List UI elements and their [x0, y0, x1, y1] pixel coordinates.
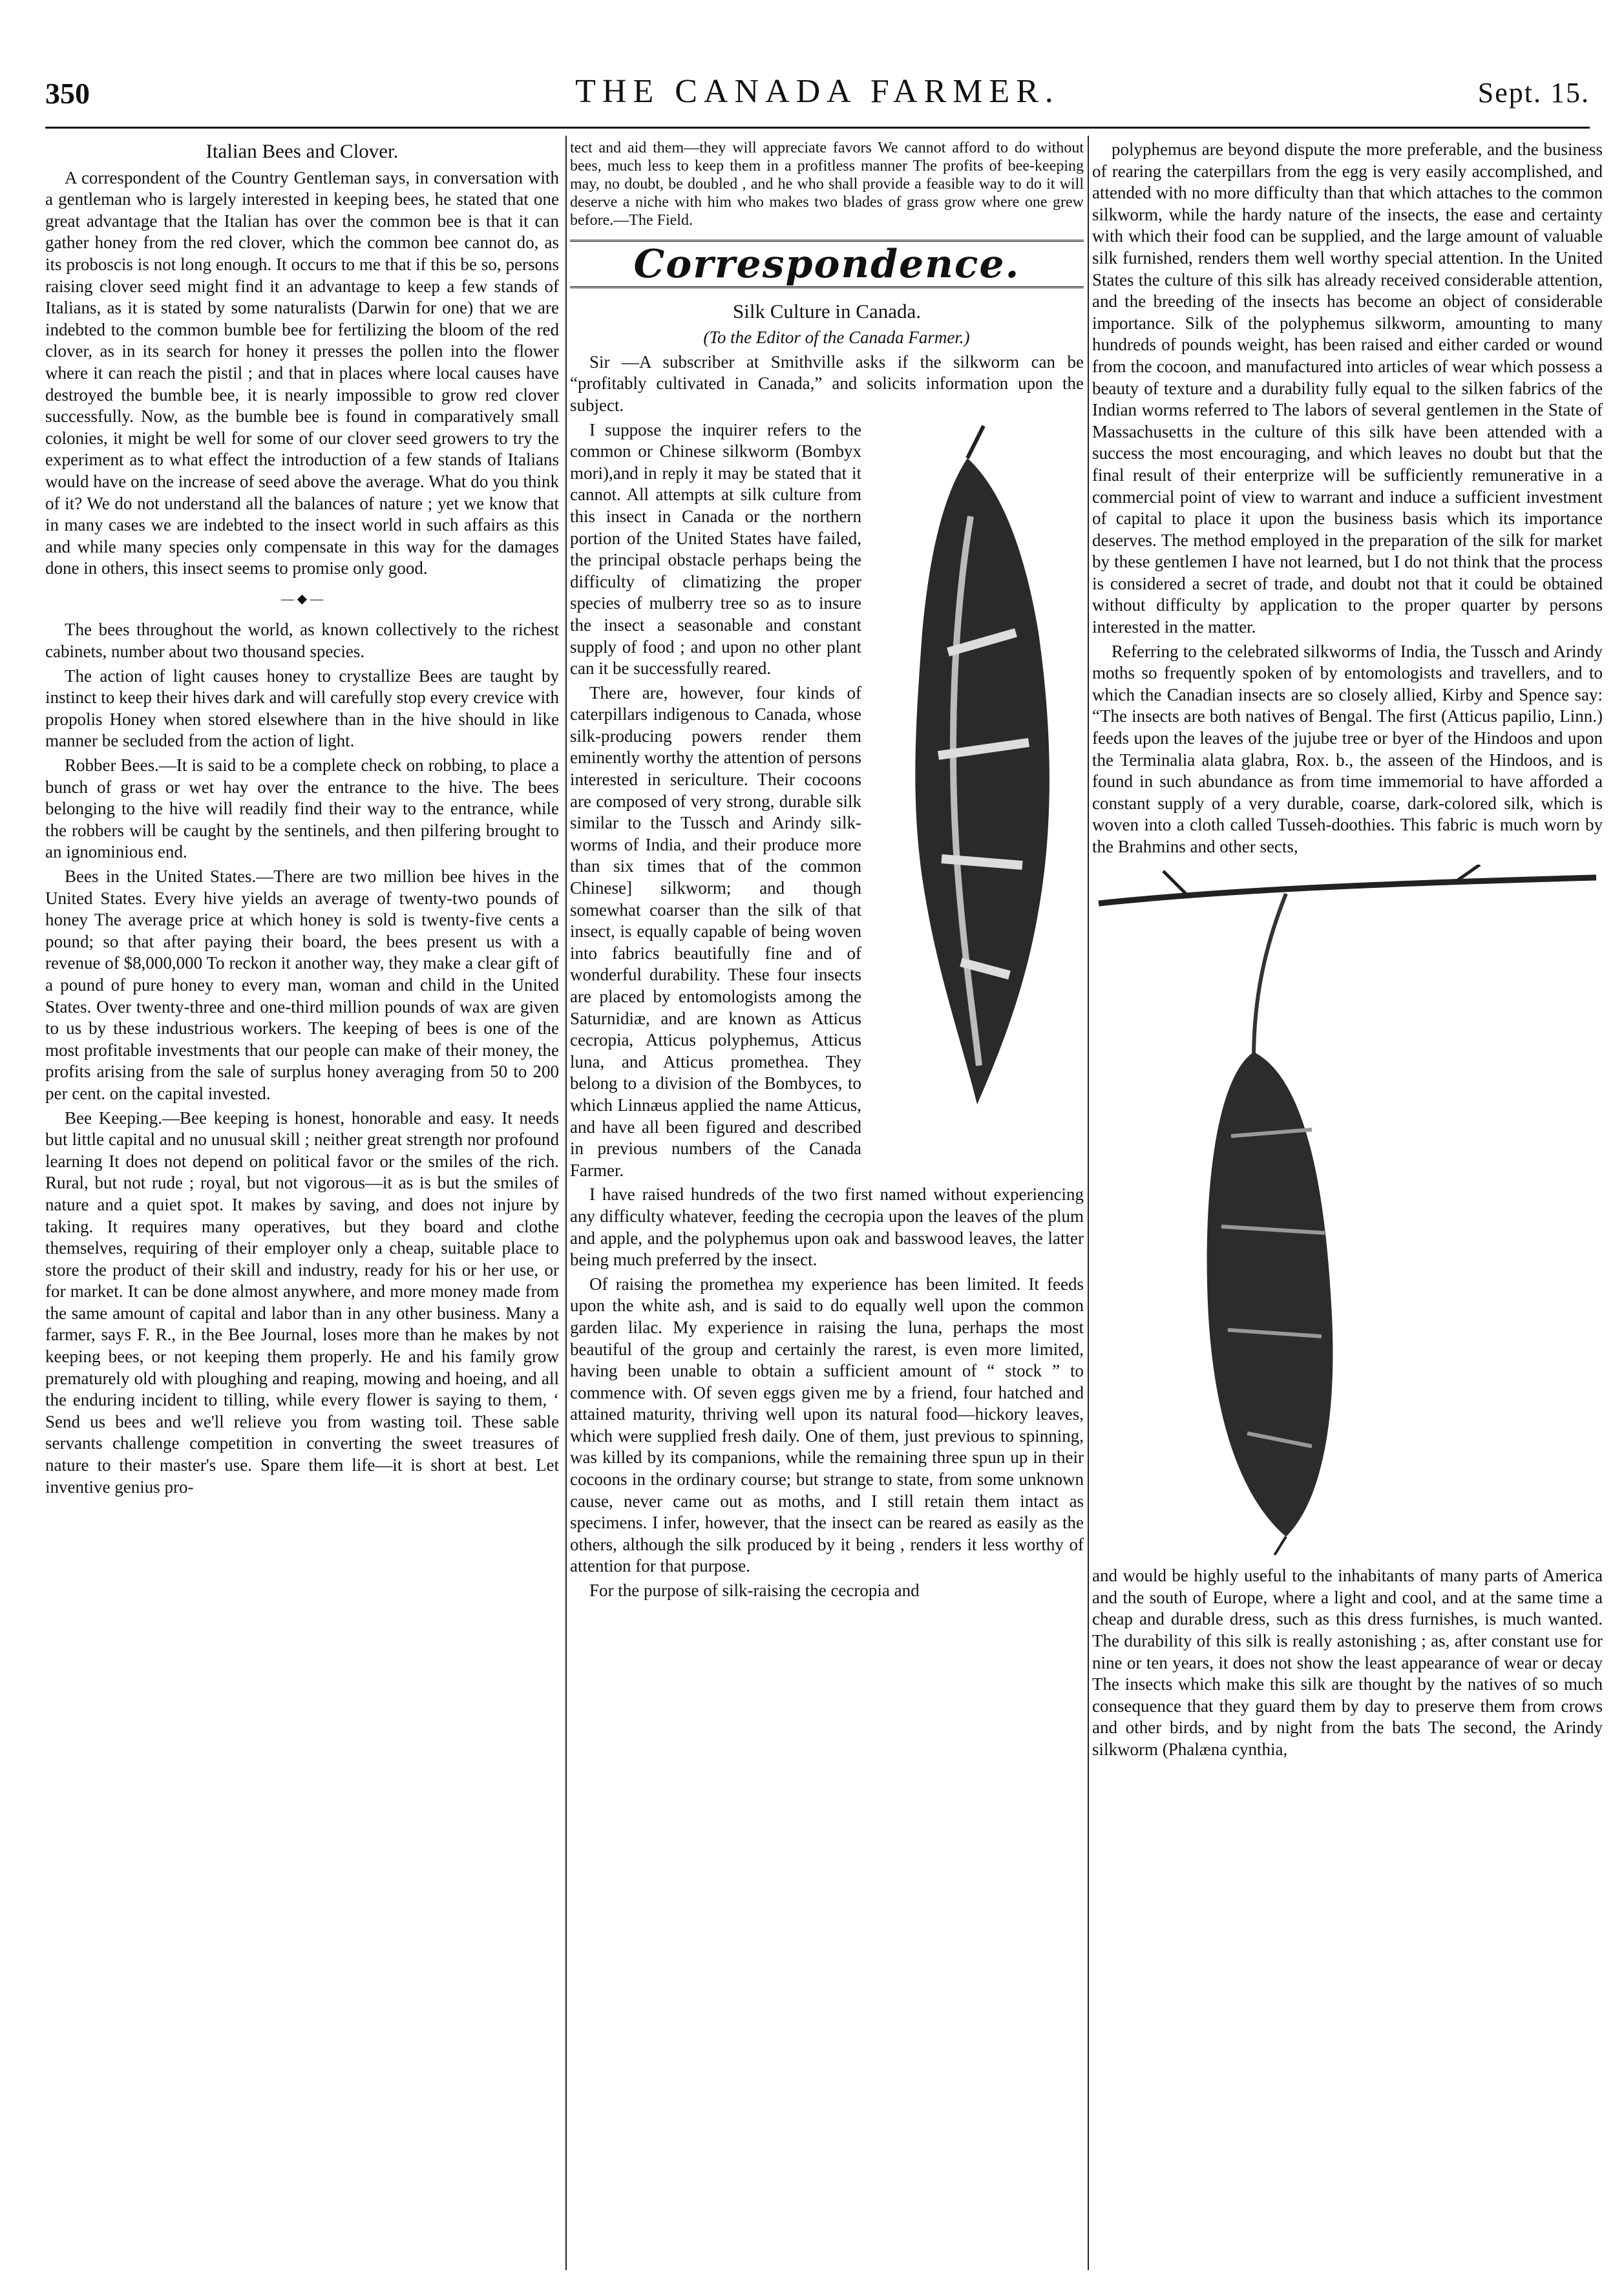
paragraph: Of raising the promethea my experience has been limited. It feeds upon the white ash, and is said to do equally well upon the common garden lilac. My experience in raising the luna, perhaps the most beautiful of the group and certainly the rarest, is even more limited, having been unable to obtain a sufficient amount of “ stock ” to commence with. Of seven eggs given me by a friend, four hatched and attained maturity, thriving well upon its natural food—hickory leaves, which were supplied fresh daily. One of them, just previous to spinning, was killed by its companions, while the remaining three spun up in their cocoons in the ordinary course; but strange to state, from some unknown cause, never came out as moths, and I still retain them intact as specimens. I infer, however, that the insect can be reared as easily as the others, although the silk produced by it being , renders it less worthy of attention for that purpose.: [570, 1274, 1084, 1576]
column-divider: [565, 136, 567, 2270]
column-2: [570, 139, 1084, 2270]
section-separator: — ◆ —: [280, 591, 324, 606]
paragraph: The bees throughout the world, as known collectively to the richest cabinets, number about two thousand species.: [45, 620, 559, 662]
column-1: [45, 139, 559, 2270]
paragraph: polyphemus are beyond dispute the more preferable, and the business of rearing the caterpillars from the egg is very easily accomplished, and attended with no more difficulty than that which attaches to the common silkworm, while the hardy nature of the insects, the ease and certainty with which their food can be supplied, and the large amount of valuable silk furnished, renders them well worthy special attention. In the United States the culture of this silk has already received considerable attention, and the breeding of the insects has become an object of considerable importance. Silk of the polyphemus silkworm, amounting to many hundreds of pounds weight, has been raised and either carded or wound from the cocoon, and manufactured into articles of wear which possess a beauty of texture and a durability fully equal to the silken fabrics of the Indian worms referred to The labors of several gentlemen in the State of Massachusetts in the culture of this silk have been attended with a success the most encouraging, and which leaves no doubt but that the final result of their enterprize will be sufficiently remunerative in a commercial point of view to warrant and induce a sufficient investment of capital to place it upon the business basis which its importance deserves. The method employed in the preparation of the silk for market by these gentlemen I have not learned, but I do not think that the process is considered a secret of trade, and doubt not that it could be obtained without difficulty by application to the proper quarter by persons interested in the matter.: [1092, 140, 1603, 637]
paragraph: Robber Bees.—It is said to be a complete check on robbing, to place a bunch of grass or wet hay over the entrance to the hive. The bees belonging to the hive will readily find their way to the entrance, while the robbers will be caught by the sentinels, and then pilfering brought to an ignominious end.: [45, 755, 559, 862]
article-title-bees-clover: Italian Bees and Clover.: [206, 140, 399, 162]
page-header: [45, 70, 1590, 121]
column-divider: [1088, 136, 1089, 2270]
paragraph: I have raised hundreds of the two first named without experiencing any difficulty whatever, feeding the cecropia upon the leaves of the plum and apple, and the polyphemus upon oak and basswood leaves, the latter being much preferred by the insect.: [570, 1185, 1084, 1270]
masthead-title: THE CANADA FARMER.: [575, 73, 1060, 110]
paragraph: Referring to the celebrated silkworms of India, the Tussch and Arindy moths so frequently spoken of by entomologists and travellers, and to which the Canadian insects are so closely allied, Kirby and Spence say: “The insects are both natives of Bengal. The first (Atticus papilio, Linn.) feeds upon the leaves of the jujube tree or byer of the Hindoos and upon the Terminalia alata glabra, Rox. b., the asseen of the Hindoos, and is found in such abundance as from time immemorial to have afforded a constant supply of a very durable, coarse, dark-colored silk, which is woven into a cloth called Tusseh-doothies. This fabric is much worn by the Brahmins and other sects,: [1092, 641, 1603, 856]
paragraph: Bees in the United States.—There are two million bee hives in the United States. Every hive yields an average of twenty-two pounds of honey The average price at which honey is sold is twenty-five cents a pound; so that after paying their board, the bees present us with a revenue of $8,000,000 To reckon it another way, they make a clear gift of a pound of pure honey to every man, woman and child in the United States. Over twenty-three and one-third million pounds of wax are given to us by these industrious workers. The keeping of bees is one of the most profitable investments that our people can make of their money, the profits arising from the sale of surplus honey averaging from 50 to 200 per cent. on the capital invested.: [45, 867, 559, 1103]
header-rule: [45, 127, 1590, 129]
paragraph: For the purpose of silk-raising the cecropia and: [589, 1581, 920, 1601]
paragraph: There are, however, four kinds of caterpillars indigenous to Canada, whose silk-producing powers render them eminently worthy the attention of persons interested in sericulture. Their cocoons are composed of very strong, durable silk similar to the Tussch and Arindy silk-worms of India, and their produce more than six times that of the common Chinese] silkworm; and though somewhat coarser than the silk of that insect, is equally capable of being woven into fabrics beautifully fine and of wonderful durability. These four insects are placed by entomologists among the Saturnidiæ, and are known as Atticus cecropia, Atticus polyphemus, Atticus luna, and Atticus promethea. They belong to a division of the Bombyces, to which Linnæus applied the name Atticus, and have all been figured and described in previous numbers of the Canada Farmer.: [570, 682, 861, 1180]
column-3: [1092, 139, 1603, 2270]
section-title-correspondence: Correspondence.: [633, 242, 1020, 287]
paragraph: Sir —A subscriber at Smithville asks if the silkworm can be “profitably cultivated in Canada,” and solicits information upon the subject.: [570, 352, 1084, 415]
paragraph: A correspondent of the Country Gentleman says, in conversation with a gentleman who is largely interested in keeping bees, he stated that one great advantage that the Italian has over the common bee is that it can gather honey from the red clover, which the common bee cannot do, as its proboscis is not long enough. It occurs to me that if this be so, persons raising clover seed might find it an advantage to keep a few stands of Italians, as it is stated by some naturalists (Darwin for one) that we are indebted to the common bumble bee for fertilizing the bloom of the red clover, as in its search for honey it presses the pollen into the flower where it can reach the pistil ; and that in places where local causes have destroyed the bumble bee, it is nearly impossible to grow red clover successfully. Now, as the bumble bee is found in comparatively small colonies, it might be well for some of our clover seed growers to try the experiment as to what effect the introduction of a few stands of Italians would have on the increase of seed above the average. What do you think of it? We do not understand all the balances of nature ; yet we know that in many cases we are indebted to the insect world in such affairs as this and while many species only compensate in this way for the damages done in others, this insect seems to promise only good.: [45, 167, 559, 578]
paragraph-continued: tect and aid them—they will appreciate favors We cannot afford to do without bees, much less to keep them in a profitless manner The profits of bee-keeping may, no doubt, be doubled , and he who shall provide a feasible way to do it will deserve a niche with him who makes two blades of grass grow where one grew before.—The Field.: [570, 140, 1084, 229]
editor-address: (To the Editor of the Canada Farmer.): [703, 328, 970, 348]
article-title-silk-culture: Silk Culture in Canada.: [732, 299, 922, 322]
paragraph: and would be highly useful to the inhabitants of many parts of America and the south of Europe, where a light and cool, and at the same time a cheap and durable dress, such as this dress furnishes, is much wanted. The durability of this silk is really astonishing ; as, after constant use for nine or ten years, it does not show the least appearance of wear or decay The insects which make this silk are thought by the natives of so much consequence that they guard them by day to preserve them from crows and other birds, and by night from the bats The second, the Arindy silkworm (Phalæna cynthia,: [1092, 1566, 1603, 1759]
paragraph: I suppose the inquirer refers to the common or Chinese silkworm (Bombyx mori),and in reply it may be stated that it cannot. All attempts at silk culture from this insect in Canada or the northern portion of the United States have failed, the principal obstacle perhaps being the difficulty of climatizing the proper species of mulberry tree so as to insure the insect a seasonable and constant supply of food ; and upon no other plant can it be successfully reared.: [570, 419, 861, 679]
hanging-cocoon-illustration: [1092, 865, 1603, 1556]
paragraph: Bee Keeping.—Bee keeping is honest, honorable and easy. It needs but little capital and no unusual skill ; neither great strength nor profound learning It does not depend on political favor or the smiles of the rich. Rural, but not rude ; royal, but not vigorous—it as is but the smiles of nature and a quiet spot. It makes by saving, and does not injure by taking. It requires many operatives, but they board and clothe themselves, requiring of their employer only a cheap, suitable place to store the product of their skill and industry, ready for his or her use, or for market. It can be done almost anywhere, and more money made from the same amount of capital and labor than in any other business. Many a farmer, says F. R., in the Bee Journal, loses more than he makes by not keeping bees, or not keeping them properly. He and his family grow prematurely old with ploughing and reaping, mowing and hoeing, and all the enduring incident to tilling, while every flower is saying to them, ‘ Send us bees and we'll relieve you from wasting toil. These sable servants challenge competition in converting the sweet treasures of nature to their master's use. Spare them life—it is short at best. Let inventive genius pro-: [45, 1108, 559, 1497]
issue-date: Sept. 15.: [1477, 77, 1590, 109]
cocoon-illustration: [870, 419, 1084, 1137]
page-number: 350: [45, 77, 90, 110]
paragraph: The action of light causes honey to crystallize Bees are taught by instinct to keep their hives dark and will carefully stop every crevice with propolis Honey when stored elsewhere than in the hive should in like manner be secluded from the action of light.: [45, 666, 559, 751]
